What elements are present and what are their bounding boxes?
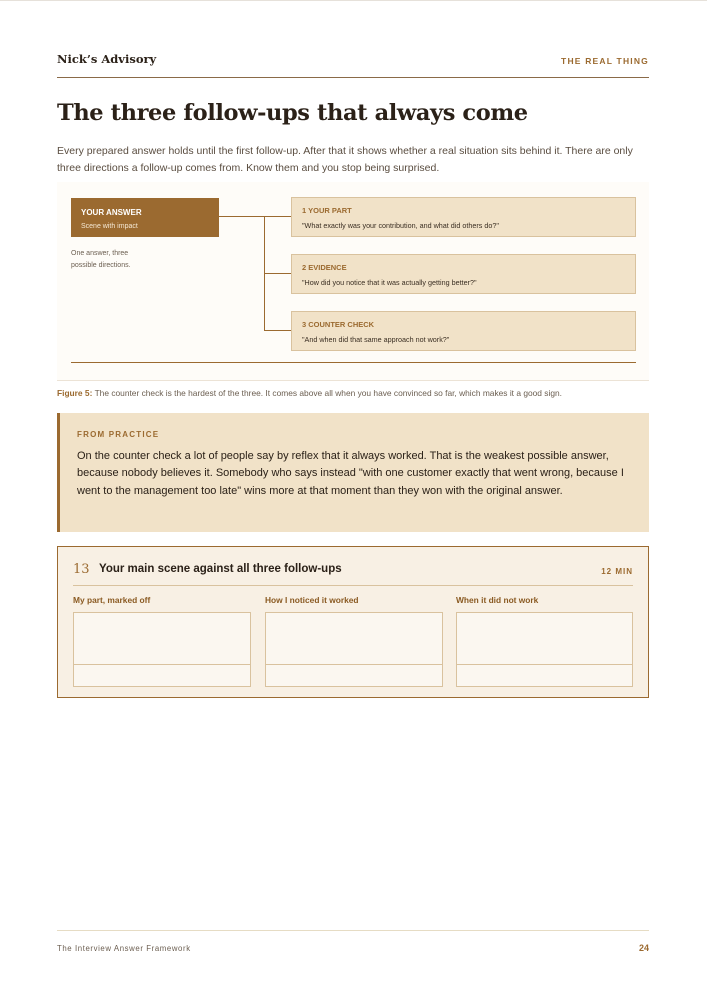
field-my-part[interactable] [73,612,251,687]
branch-label: 1 YOUR PART [302,206,352,215]
answer-title: YOUR ANSWER [81,208,142,217]
diagram-baseline [71,362,636,363]
practice-callout [57,413,649,532]
practice-text: On the counter check a lot of people say by reflex that it always worked. That is the weakest possible answer, because nobody believes it. Somebody who says instead "with one customer exactly that went wrong, because I went to the management too late" wins more at that moment than they won with the original answer. [77,450,624,497]
field-how-noticed[interactable] [265,612,443,687]
connector-line [219,216,291,217]
field-divider [457,664,632,665]
footer-title: The Interview Answer Framework [57,944,191,953]
exercise-card [57,546,649,698]
branch-counter-check [291,311,636,351]
exercise-rule [73,585,633,586]
column-header-did-not-work: When it did not work [456,595,539,605]
top-rule [0,0,707,1]
exercise-title: Your main scene against all three follow-ups [99,563,342,575]
column-header-my-part: My part, marked off [73,595,151,605]
answer-subtitle: Scene with impact [81,223,138,230]
practice-label: FROM PRACTICE [77,430,160,439]
field-divider [266,664,442,665]
figure-caption [57,388,562,398]
diagram-side-note: One answer, three possible directions. [71,250,131,269]
column-header-how-noticed: How I noticed it worked [265,595,359,605]
field-did-not-work[interactable] [456,612,633,687]
exercise-number: 13 [73,562,90,577]
field-divider [74,664,250,665]
branch-quote: "What exactly was your contribution, and what did others do?" [302,221,499,230]
footer-rule [57,930,649,931]
exercise-duration: 12 MIN [601,567,633,576]
page-title: The three follow-ups that always come [57,100,528,126]
figure-rule [57,380,649,381]
connector-line [264,273,291,274]
follow-up-diagram [57,182,649,380]
branch-label: 3 COUNTER CHECK [302,320,375,329]
caption-label: Figure 5: [57,388,93,398]
branch-quote: "And when did that same approach not work?" [302,335,450,344]
connector-line [264,330,291,331]
caption-text: The counter check is the hardest of the three. It comes above all when you have convinced so far, which makes it a good sign. [94,388,562,398]
header-brand: Nick’s Advisory [57,52,157,66]
branch-quote: "How did you notice that it was actually getting better?" [302,278,477,287]
branch-your-part [291,197,636,237]
intro-paragraph: Every prepared answer holds until the first follow-up. After that it shows whether a real situation sits behind it. There are only three directions a follow-up comes from. Know them and you stop being surprised. [57,145,633,174]
branch-label: 2 EVIDENCE [302,263,347,272]
page-number: 24 [638,943,649,953]
branch-evidence [291,254,636,294]
header-rule [57,77,649,78]
header-tag: THE REAL THING [561,56,649,66]
answer-box [71,198,219,237]
